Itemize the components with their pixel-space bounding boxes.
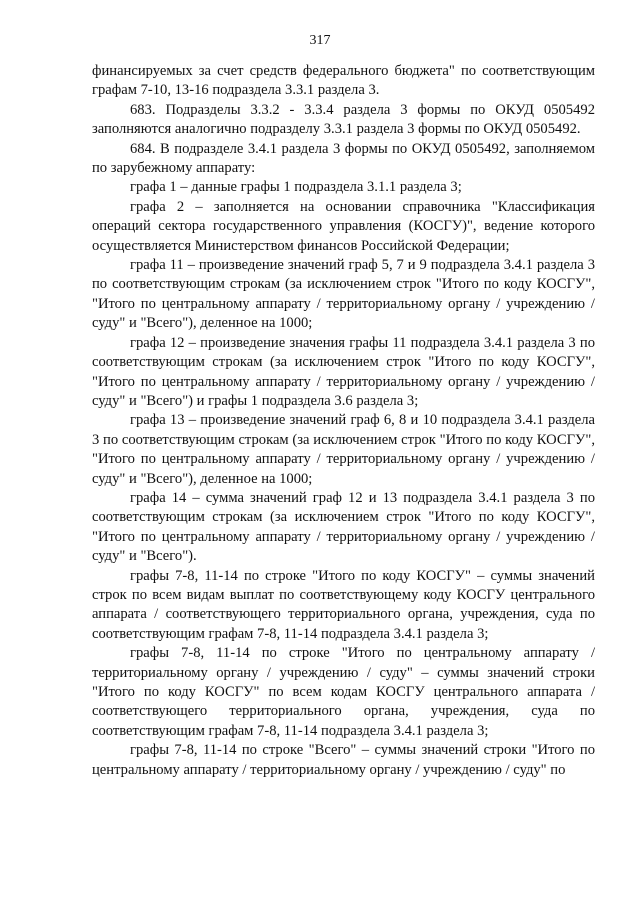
paragraph-continuation: финансируемых за счет средств федерального бюджета" по соответствующим графам 7-10, 13-16 подраздела 3.3.1 раздела 3.	[92, 63, 595, 99]
document-body	[92, 62, 595, 780]
paragraph-grafa-13: графа 13 – произведение значений граф 6, 8 и 10 подраздела 3.4.1 раздела 3 по соответствующим строкам (за исключением строк "Итого по коду КОСГУ", "Итого по центральному аппарату / территориальному органу / учреждению / суду" и "Всего"), деленное на 1000;	[92, 412, 595, 487]
paragraph-683: 683. Подразделы 3.3.2 - 3.3.4 раздела 3 формы по ОКУД 0505492 заполняются аналогично подразделу 3.3.1 раздела 3 формы по ОКУД 0505492.	[92, 101, 595, 138]
paragraph-grafa-2: графа 2 – заполняется на основании справочника "Классификация операций сектора государственного управления (КОСГУ)", ведение которого осуществляется Министерством финансов Российской Федерации;	[92, 198, 595, 254]
paragraph-grafa-12: графа 12 – произведение значения графы 11 подраздела 3.4.1 раздела 3 по соответствующим строкам (за исключением строк "Итого по коду КОСГУ", "Итого по центральному аппарату / территориальному органу / учреждению / суду" и "Всего") и графы 1 подраздела 3.6 раздела 3;	[92, 334, 595, 409]
paragraph-vsego: графы 7-8, 11-14 по строке "Всего" – суммы значений строки "Итого по центральному аппарату / территориальному органу / учреждению / суду" по	[92, 742, 595, 778]
page-number: 317	[309, 33, 331, 48]
paragraph-684: 684. В подразделе 3.4.1 раздела 3 формы по ОКУД 0505492, заполняемом по зарубежному аппарату:	[92, 140, 595, 177]
paragraph-itogo-kosgu: графы 7-8, 11-14 по строке "Итого по коду КОСГУ" – суммы значений строк по всем видам выплат по соответствующему коду КОСГУ центрального аппарата / соответствующего территориального органа, учреждения, суда по соответствующим графам 7-8, 11-14 подраздела 3.4.1 раздела 3;	[92, 567, 595, 642]
paragraph-grafa-1: графа 1 – данные графы 1 подраздела 3.1.1 раздела 3;	[130, 179, 462, 196]
paragraph-grafa-14: графа 14 – сумма значений граф 12 и 13 подраздела 3.4.1 раздела 3 по соответствующим строкам (за исключением строк "Итого по коду КОСГУ", "Итого по центральному аппарату / территориальному органу / учреждению / суду" и "Всего").	[92, 489, 595, 565]
paragraph-grafa-11: графа 11 – произведение значений граф 5, 7 и 9 подраздела 3.4.1 раздела 3 по соответствующим строкам (за исключением строк "Итого по коду КОСГУ", "Итого по центральному аппарату / территориальному органу / учреждению / суду" и "Всего"), деленное на 1000;	[92, 257, 595, 332]
paragraph-itogo-apparat: графы 7-8, 11-14 по строке "Итого по центральному аппарату / территориальному органу / учреждению / суду" – суммы значений строки "Итого по коду КОСГУ" по всем кодам КОСГУ центрального аппарата / соответствующего территориального органа, учреждения, суда по соответствующим графам 7-8, 11-14 подраздела 3.4.1 раздела 3;	[92, 645, 595, 739]
